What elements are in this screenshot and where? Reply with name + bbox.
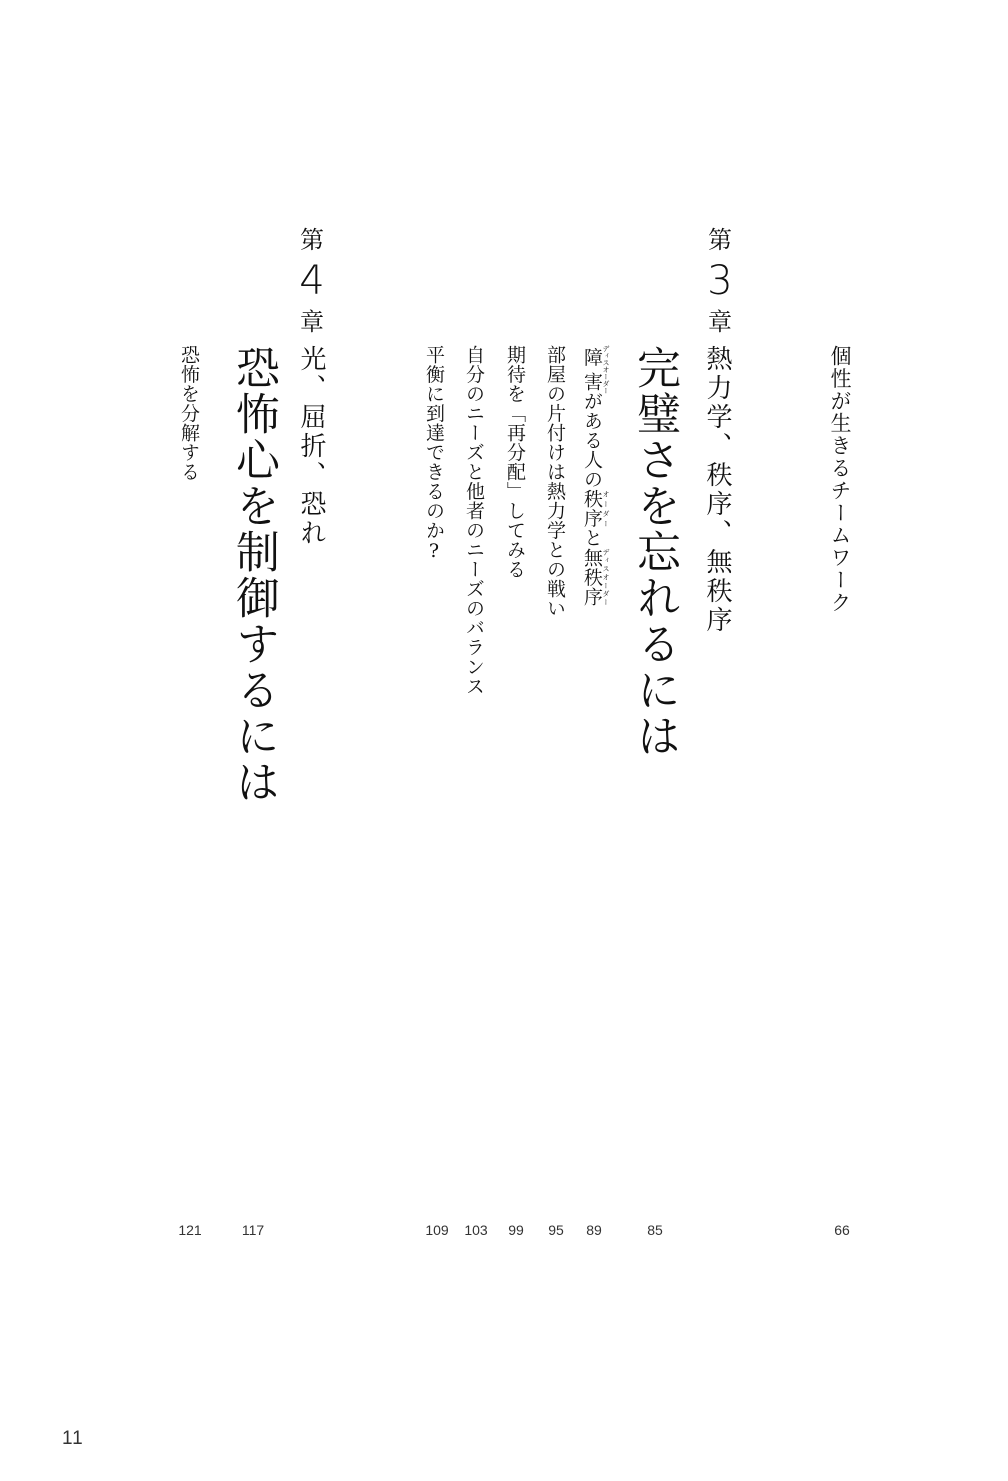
toc-entry: 期待を「再分配」してみる bbox=[504, 345, 526, 579]
entry-text: と bbox=[581, 528, 603, 548]
ruby-text: オーダー bbox=[602, 489, 610, 528]
ruby-base: 障害 bbox=[581, 345, 603, 394]
chapter-dai: 第 bbox=[708, 226, 732, 254]
chapter-subtitle: 光、屈折、恐れ bbox=[296, 345, 326, 548]
ruby-text: ディスオーダー bbox=[602, 547, 610, 606]
page-number: 85 bbox=[647, 1222, 663, 1238]
chapter-label bbox=[292, 228, 332, 334]
page-number: 99 bbox=[508, 1222, 524, 1238]
entry-text: がある人の bbox=[581, 391, 603, 489]
toc-entry bbox=[582, 345, 610, 606]
chapter-title: 恐怖心を制御するには bbox=[228, 345, 279, 805]
page-number: 117 bbox=[241, 1222, 265, 1238]
page-number: 95 bbox=[548, 1222, 564, 1238]
chapter-title: 完璧さを忘れるには bbox=[629, 345, 680, 759]
ruby-base: 無秩序 bbox=[581, 547, 603, 606]
toc-entry: 自分のニーズと他者のニーズのバランス bbox=[463, 345, 485, 696]
page-number: 89 bbox=[586, 1222, 602, 1238]
chapter-sho: 章 bbox=[708, 308, 732, 336]
toc-entry: 平衡に到達できるのか? bbox=[423, 345, 445, 563]
toc-entry: 部屋の片付けは熱力学との戦い bbox=[544, 345, 566, 618]
ruby-text: ディスオーダー bbox=[602, 345, 610, 394]
page-number: 103 bbox=[464, 1222, 488, 1238]
page-number: 109 bbox=[425, 1222, 449, 1238]
chapter-number: 3 bbox=[707, 258, 733, 304]
page-number: 121 bbox=[178, 1222, 202, 1238]
chapter-sho: 章 bbox=[300, 308, 324, 336]
ruby-base: 秩序 bbox=[581, 489, 603, 528]
page-number: 66 bbox=[834, 1222, 850, 1238]
toc-entry: 個性が生きるチームワーク bbox=[828, 345, 852, 614]
chapter-number: 4 bbox=[299, 258, 325, 304]
folio: 11 bbox=[62, 1428, 84, 1449]
toc-entry: 恐怖を分解する bbox=[178, 345, 200, 482]
chapter-label bbox=[700, 228, 740, 334]
chapter-dai: 第 bbox=[300, 226, 324, 254]
chapter-subtitle: 熱力学、秩序、無秩序 bbox=[702, 345, 732, 635]
